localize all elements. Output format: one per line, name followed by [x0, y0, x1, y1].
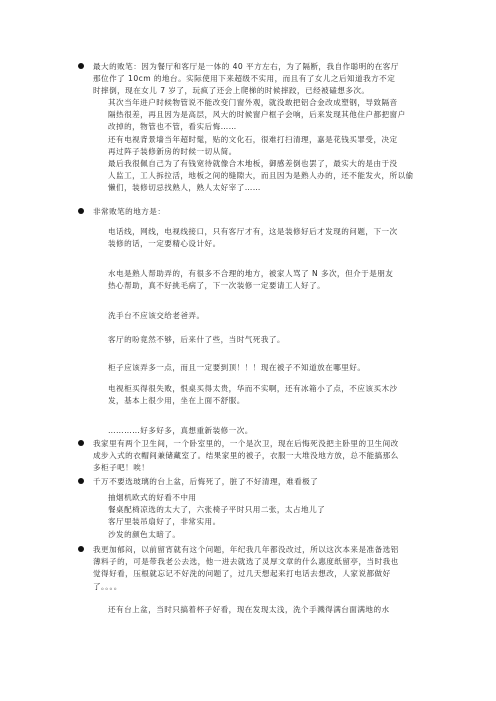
text-line: 非常败笔的地方是： [93, 207, 166, 216]
text-line: 客厅里装吊扇好了，非常实用。 [108, 517, 221, 527]
bullet-icon [78, 440, 84, 446]
text-line: 懒们，装修切忌找熟人，熟人太好宰了…… [108, 183, 261, 193]
text-line: 沙发的颜色太暗了。 [108, 529, 181, 539]
text-line: 最后我很佩自己为了有钱宽待就像合木地板，御感差倒也罢了，最实大的是由于没 [108, 159, 398, 168]
text-line: 觉得好看，压根就忘记不好洗的问题了，过几天想起来打电话去想改，人家说都做好 [93, 569, 391, 579]
text-line: 改掉的，物管也不管，看实后悔…… [108, 122, 237, 132]
text-line: 还有台上盆，当时只搞着杯子好看，现在发现太浅，洗个手溅得满台面满地的水 [108, 605, 390, 614]
text-line: 装修的话，一定要精心设计好。 [108, 239, 221, 249]
text-line: 成步入式的衣帽间兼储藏室了。结果家里的被子，衣服一大堆没地方放，总不能搞那么 [93, 451, 399, 461]
text-line: 餐桌配椅凉选的太大了，六张椅子平时只用二张，太占地儿了 [108, 505, 326, 515]
bullet-icon [78, 478, 84, 484]
text-line: 再过阵子装修新房的时候一切从简。 [108, 146, 237, 156]
text-line: 那位作了 10cm 的地台。实际使用下来超级不实用，而且有了女儿之后知道我方不定 [93, 74, 396, 84]
bullet-icon [78, 63, 84, 69]
text-line: 人监工，工人拆拉活，地板之间的缝隙大，而且因为是熟人办的，还不能发火，所以偷 [108, 171, 414, 181]
text-line: 多柜子吧！唉！ [93, 463, 150, 473]
text-line: 客厅的吩竟然不够，后来什了些，当时气死我了。 [108, 335, 285, 344]
text-line: 其次当年进户时候物管说不能改变门窗外观，就没敢把铝合金改成塑钢，导致隔音 [108, 98, 398, 107]
text-line: 电话线，网线，电视线接口，只有客厅才有，这是装修好后才发现的问题，下一次 [108, 227, 398, 236]
bullet-icon [78, 208, 84, 214]
text-line: 最大的败笔：因为餐厅和客厅是一体的 40 平方左右，为了隔断，我自作聪明的在客厅 [93, 62, 399, 71]
text-line: 洗手台不应该交给老爸弄。 [108, 311, 205, 320]
text-line: 水电是熟人帮助弄的，有很多不合理的地方，被家人骂了 N 多次，但介于是朋友 [108, 269, 394, 278]
text-line: 热心帮助，真不好挑毛病了，下一次装修一定要请工人好了。 [108, 281, 326, 291]
text-line: 隔热很差，再且因为是高层，风大的时候窗户框子会响，后来发现其他住户都把窗户 [108, 110, 406, 120]
bullet-icon [78, 546, 84, 552]
text-line: 电视柜买得很失败，恨桌买得太贵，华而不实啊，还有冰箱小了点，不应该买木沙 [108, 384, 398, 393]
text-line: 我家里有两个卫生间，一个卧室里的，一个是次卫，现在后悔死没把主卧里的卫生间改 [93, 439, 399, 448]
text-line: 抽烟机欧式的好看不中用 [108, 493, 197, 502]
text-line: …………好多好多，真想重新装修一次。 [108, 426, 253, 435]
text-line: 发，基本上很少用，坐在上面不舒服。 [108, 396, 245, 406]
text-line: 还有电视背景墙当年超时髦，贴的文化石，很难打扫清理，嘉是花钱买罪受，决定 [108, 134, 398, 144]
text-line: 千万不要选玻璃的台上盆，后悔死了，脏了不好清理，难看极了 [93, 477, 319, 486]
text-line: 我更加郁闷，以前留宵就有这个问题，年纪我几年都没改过，所以这次本来是准备选铝 [93, 545, 399, 554]
text-line: 薄料子的，可是带我老公去选，他一进去就选了灵厚文章的什么惠度纸留亭，当时我也 [93, 557, 399, 567]
text-line: 柜子应该弄多一点，而且一定要到顶！！！现在被子不知道放在哪里好。 [108, 363, 366, 372]
text-line: 了。。。。 [93, 581, 122, 591]
text-line: 时摔倒，现在女儿 7 岁了，玩疯了还会上爬梯的时候摔跤，已经被磕想多次。 [93, 86, 370, 96]
